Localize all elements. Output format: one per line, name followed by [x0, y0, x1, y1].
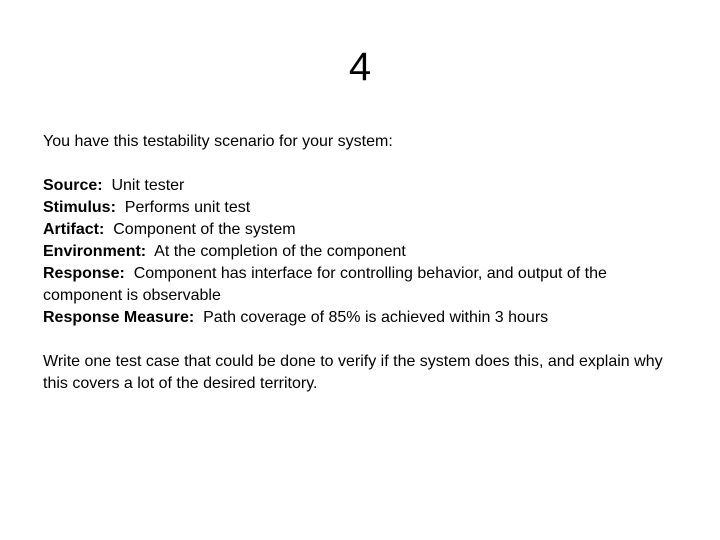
scenario-line-environment: [43, 241, 683, 263]
scenario-term: Artifact:: [43, 221, 105, 238]
paragraph-spacer: [43, 329, 683, 351]
scenario-term: Environment:: [43, 243, 147, 260]
scenario-line-artifact: [43, 219, 683, 241]
intro-text: You have this testability scenario for your system:: [43, 133, 393, 150]
scenario-value: Unit tester: [111, 177, 185, 194]
scenario-value: Component of the system: [113, 221, 296, 238]
slide-body: [43, 131, 683, 395]
slide-title: 4: [348, 45, 372, 89]
scenario-value: Performs unit test: [124, 199, 251, 216]
scenario-value: Path coverage of 85% is achieved within 3 hours: [203, 309, 549, 326]
scenario-value: At the completion of the component: [154, 243, 406, 260]
scenario-line-response: [43, 263, 683, 307]
scenario-term: Response:: [43, 265, 125, 282]
scenario-term: Stimulus:: [43, 199, 116, 216]
scenario-term: Response Measure:: [43, 309, 195, 326]
scenario-line-response-measure: [43, 307, 683, 329]
scenario-term: Source:: [43, 177, 103, 194]
task-text: Write one test case that could be done to verify if the system does this, and explain why this covers a lot of the desired territory.: [43, 353, 663, 392]
scenario-line-source: [43, 175, 683, 197]
scenario-line-stimulus: [43, 197, 683, 219]
paragraph-spacer: [43, 153, 683, 175]
scenario-value: Component has interface for controlling behavior, and output of the component is observable: [43, 265, 607, 304]
